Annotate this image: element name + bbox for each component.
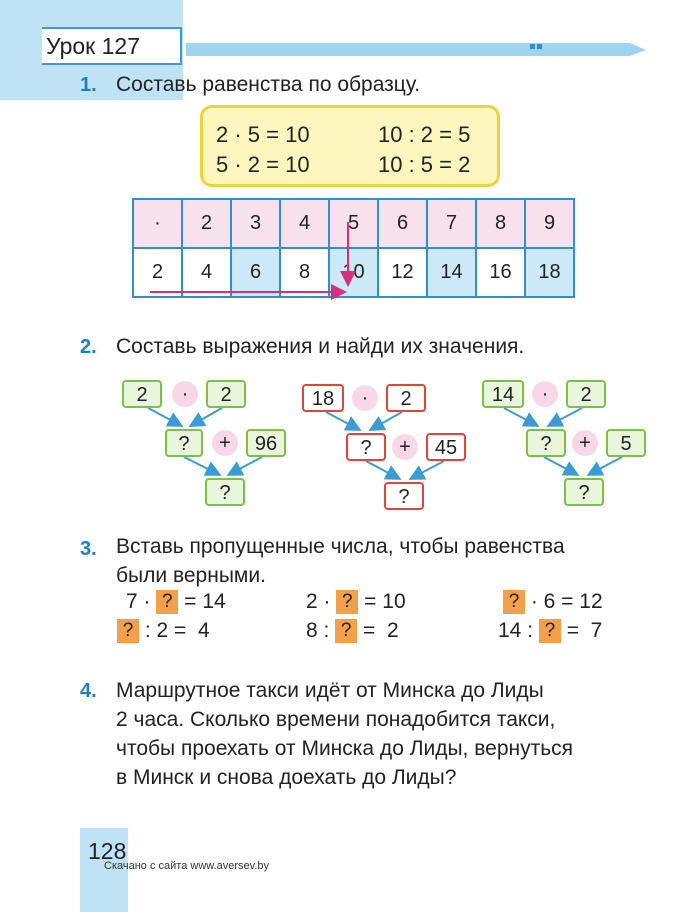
missing-number-box: ? bbox=[503, 590, 525, 614]
table-cell: 6 bbox=[378, 199, 427, 248]
tree-3-operand-c: 5 bbox=[606, 429, 646, 457]
missing-number-box: ? bbox=[336, 590, 358, 614]
missing-number-box: ? bbox=[156, 590, 178, 614]
tree-2-result: ? bbox=[384, 482, 424, 510]
page-number: 128 bbox=[88, 838, 127, 864]
tree-3-result: ? bbox=[564, 478, 604, 506]
sample-eq-1: 2 · 5 = 10 bbox=[216, 122, 310, 147]
missing-number-box: ? bbox=[117, 619, 139, 643]
equation-text: · 6 = 12 bbox=[525, 590, 603, 613]
sample-equations-box bbox=[200, 105, 500, 187]
tree-3-arrow bbox=[504, 408, 536, 425]
task-4-number: 4. bbox=[80, 680, 97, 702]
tree-2-arrow bbox=[326, 412, 358, 429]
tree-3-operand-b: 2 bbox=[566, 380, 606, 408]
tree-1-arrow bbox=[148, 408, 180, 425]
tree-1-arrow bbox=[192, 408, 222, 425]
tree-2-operand-a: 18 bbox=[302, 384, 344, 412]
table-cell: 12 bbox=[378, 248, 427, 297]
table-row-top bbox=[133, 199, 574, 248]
tree-1-operator-2: + bbox=[212, 430, 238, 456]
equation-text: 2 · bbox=[306, 590, 337, 613]
tree-2-unknown: ? bbox=[346, 433, 386, 461]
equation-text: = 14 bbox=[178, 590, 226, 613]
tree-2-arrow bbox=[372, 412, 402, 429]
tree-2-operator-2: + bbox=[392, 434, 418, 460]
table-cell: 9 bbox=[525, 199, 574, 248]
equation-text: 7 · bbox=[126, 590, 157, 613]
table-cell: 10 bbox=[329, 248, 378, 297]
tree-3-arrow bbox=[590, 457, 622, 474]
equation-1 bbox=[126, 590, 226, 614]
table-cell: 16 bbox=[476, 248, 525, 297]
tree-3-operand-a: 14 bbox=[482, 380, 524, 408]
equation-text: = 7 bbox=[560, 619, 603, 642]
task-1-number: 1. bbox=[80, 74, 97, 96]
tree-1-result: ? bbox=[205, 478, 245, 506]
tree-3-arrow bbox=[544, 457, 576, 474]
lesson-title: Урок 127 bbox=[42, 27, 182, 65]
tree-2-operand-c: 45 bbox=[426, 433, 466, 461]
tree-1-operand-a: 2 bbox=[122, 380, 162, 408]
sample-eq-2: 10 : 2 = 5 bbox=[378, 122, 471, 147]
tree-2-arrow bbox=[412, 461, 444, 478]
tree-3-arrow bbox=[550, 408, 582, 425]
sample-eq-4: 10 : 5 = 2 bbox=[378, 152, 471, 177]
tree-1-arrow bbox=[230, 457, 262, 474]
table-cell: 3 bbox=[231, 199, 280, 248]
task-2-text: Составь выражения и найди их значения. bbox=[116, 335, 525, 358]
tree-3-unknown: ? bbox=[526, 429, 566, 457]
tree-3-operator-1: · bbox=[532, 381, 558, 407]
header-rule-tip bbox=[630, 43, 646, 56]
task-2-number: 2. bbox=[80, 336, 97, 358]
equation-3 bbox=[503, 590, 603, 614]
table-cell: 2 bbox=[182, 199, 231, 248]
equation-2 bbox=[306, 590, 406, 614]
table-cell: 5 bbox=[329, 199, 378, 248]
equation-text: : 2 = 4 bbox=[139, 619, 210, 642]
task-3-text-line-1: Вставь пропущенные числа, чтобы равенства bbox=[116, 535, 565, 558]
equation-text: = 2 bbox=[357, 619, 399, 642]
equation-6 bbox=[498, 619, 602, 643]
table-cell: · bbox=[133, 199, 182, 248]
task-3-text-line-2: были верными. bbox=[116, 564, 266, 587]
tree-1-unknown: ? bbox=[165, 429, 203, 457]
table-cell: 6 bbox=[231, 248, 280, 297]
task-1-text: Составь равенства по образцу. bbox=[116, 73, 421, 96]
task-3-number: 3. bbox=[80, 538, 97, 560]
table-cell: 4 bbox=[182, 248, 231, 297]
table-cell: 7 bbox=[427, 199, 476, 248]
task-4-line-2: 2 часа. Сколько времени понадобится такси, bbox=[116, 708, 556, 731]
header-rule bbox=[186, 43, 630, 56]
tree-1-operator-1: · bbox=[172, 381, 198, 407]
table-cell: 4 bbox=[280, 199, 329, 248]
equation-5 bbox=[306, 619, 399, 643]
tree-2-operator-1: · bbox=[352, 385, 378, 411]
multiplication-table bbox=[132, 198, 575, 298]
table-row-bottom bbox=[133, 248, 574, 297]
tree-2-arrow bbox=[366, 461, 398, 478]
tree-1-operand-b: 2 bbox=[206, 380, 246, 408]
table-cell: 8 bbox=[280, 248, 329, 297]
task-4-line-3: чтобы проехать от Минска до Лиды, вернуться bbox=[116, 737, 574, 760]
table-cell: 18 bbox=[525, 248, 574, 297]
table-cell: 14 bbox=[427, 248, 476, 297]
tree-1-operand-c: 96 bbox=[246, 429, 286, 457]
table-cell: 2 bbox=[133, 248, 182, 297]
source-credit: Скачано с сайта www.aversev.by bbox=[104, 860, 270, 872]
table-cell: 8 bbox=[476, 199, 525, 248]
equation-text: 8 : bbox=[306, 619, 336, 642]
tree-1-arrow bbox=[184, 457, 218, 474]
equation-text: = 10 bbox=[358, 590, 406, 613]
missing-number-box: ? bbox=[335, 619, 357, 643]
tree-3-operator-2: + bbox=[572, 430, 598, 456]
task-4-line-4: в Минск и снова доехать до Лиды? bbox=[116, 766, 457, 789]
equation-4 bbox=[117, 619, 210, 643]
sample-eq-3: 5 · 2 = 10 bbox=[216, 152, 310, 177]
missing-number-box: ? bbox=[539, 619, 561, 643]
tree-2-operand-b: 2 bbox=[386, 384, 426, 412]
header-dots bbox=[530, 36, 550, 41]
task-4-line-1: Маршрутное такси идёт от Минска до Лиды bbox=[116, 679, 544, 702]
equation-text: 14 : bbox=[498, 619, 539, 642]
